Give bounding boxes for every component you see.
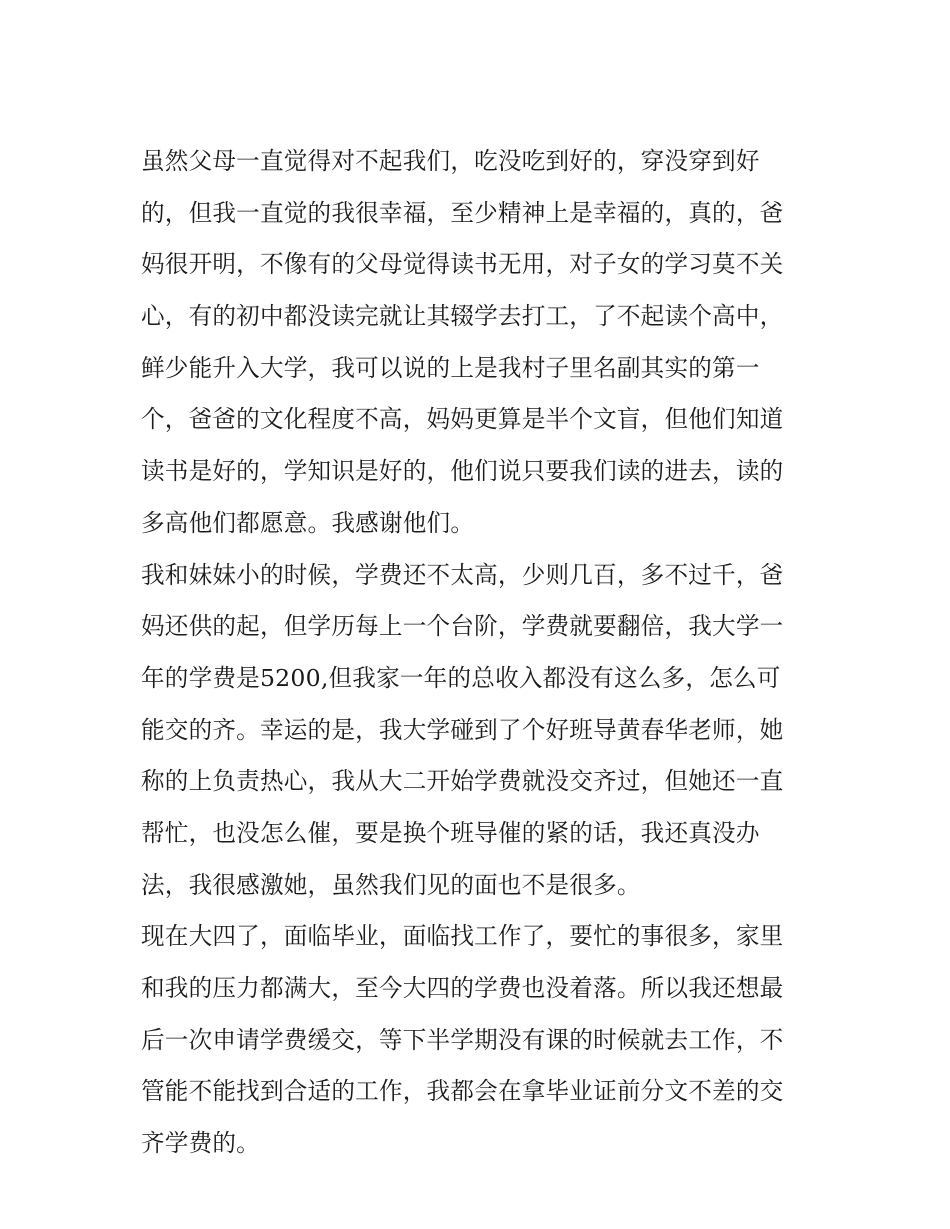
paragraph-line: 个，爸爸的文化程度不高，妈妈更算是半个文盲，但他们知道 — [141, 405, 784, 434]
paragraph-1 — [141, 136, 813, 550]
paragraph-line: 心，有的初中都没读完就让其辍学去打工，了不起读个高中， — [141, 302, 784, 331]
paragraph-line: 妈还供的起，但学历每上一个台阶，学费就要翻倍，我大学一 — [141, 612, 784, 641]
paragraph-line: 能交的齐。幸运的是，我大学碰到了个好班导黄春华老师，她 — [141, 715, 784, 744]
paragraph-line: 的，但我一直觉的我很幸福，至少精神上是幸福的，真的，爸 — [141, 198, 784, 227]
paragraph-3 — [141, 911, 813, 1169]
paragraph-line: 年的学费是5200,但我家一年的总收入都没有这么多，怎么可 — [141, 663, 781, 692]
paragraph-line: 读书是好的，学知识是好的，他们说只要我们读的进去，读的 — [141, 457, 784, 486]
paragraph-2 — [141, 550, 813, 912]
paragraph-line: 多高他们都愿意。我感谢他们。 — [141, 508, 475, 537]
paragraph-line: 妈很开明，不像有的父母觉得读书无用，对子女的学习莫不关 — [141, 250, 784, 279]
paragraph-line: 和我的压力都满大，至今大四的学费也没着落。所以我还想最 — [141, 974, 784, 1002]
paragraph-line: 齐学费的。 — [141, 1129, 260, 1158]
paragraph-line: 鲜少能升入大学，我可以说的上是我村子里名副其实的第一 — [141, 353, 760, 382]
paragraph-line: 我和妹妹小的时候，学费还不太高，少则几百，多不过千，爸 — [141, 560, 784, 589]
paragraph-line: 称的上负责热心，我从大二开始学费就没交齐过，但她还一直 — [141, 767, 784, 796]
paragraph-line: 后一次申请学费缓交，等下半学期没有课的时候就去工作，不 — [141, 1025, 784, 1054]
paragraph-line: 管能不能找到合适的工作，我都会在拿毕业证前分文不差的交 — [141, 1077, 784, 1106]
document-body — [141, 136, 813, 1170]
paragraph-line: 帮忙，也没怎么催，要是换个班导催的紧的话，我还真没办 — [141, 818, 760, 847]
paragraph-line: 现在大四了，面临毕业，面临找工作了，要忙的事很多，家里 — [141, 922, 784, 951]
paragraph-line: 法，我很感激她，虽然我们见的面也不是很多。 — [141, 870, 641, 899]
paragraph-line: 虽然父母一直觉得对不起我们，吃没吃到好的，穿没穿到好 — [141, 147, 760, 175]
